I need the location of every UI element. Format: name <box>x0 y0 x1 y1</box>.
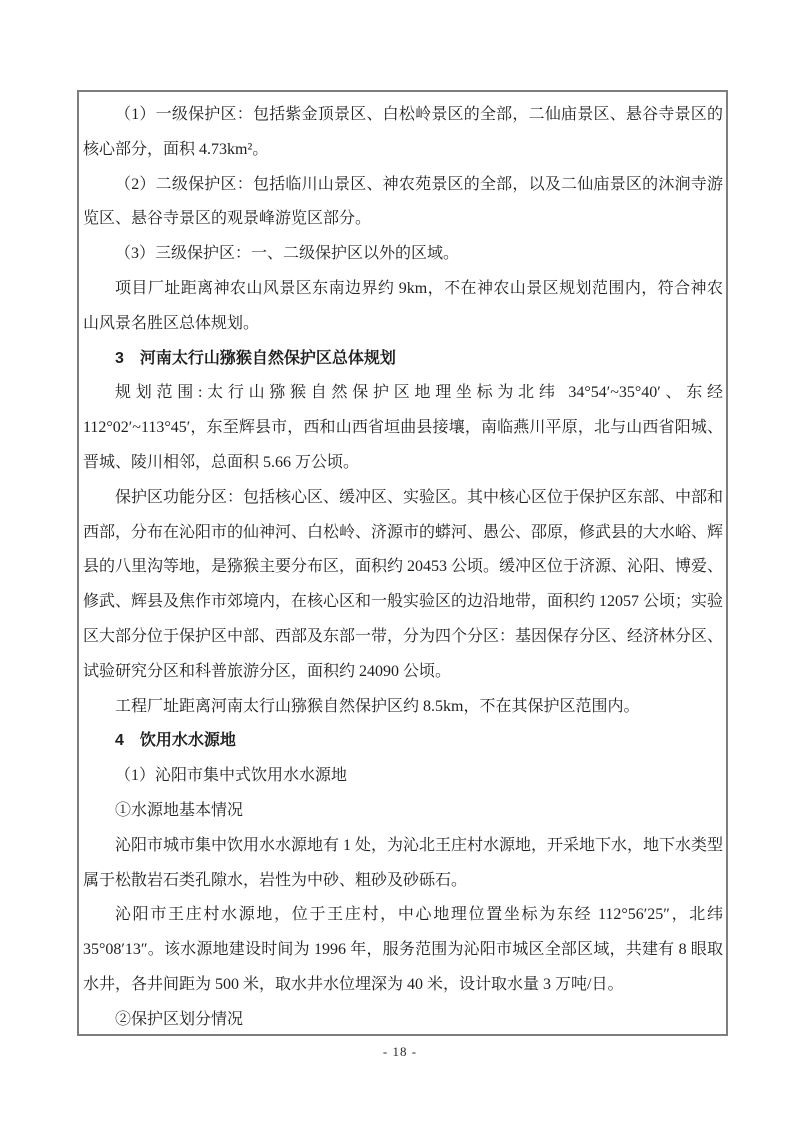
paragraph: （3）三级保护区：一、二级保护区以外的区域。 <box>115 245 460 263</box>
paragraph: 规划范围:太行山猕猴自然保护区地理坐标为北纬 34°54′~35°40′、东经 112°02′~113°45′，东至辉县市，西和山西省垣曲县接壤，南临燕川平原，北与山西省阳城、晋城、陵川相邻，总面积 5.66 万公顷。 <box>83 384 723 471</box>
document-body <box>83 98 723 1036</box>
content-border-box <box>77 90 728 1036</box>
paragraph: 沁阳市王庄村水源地，位于王庄村，中心地理位置坐标为东经 112°56′25″，北纬 35°08′13″。该水源地建设时间为 1996 年，服务范围为沁阳市城区全部区域，共建有 8 眼取水井，各井间距为 500 米，取水井水位埋深为 40 米，设计取水量 3 万吨/日。 <box>83 906 723 993</box>
paragraph: 沁阳市城市集中饮用水水源地有 1 处，为沁北王庄村水源地，开采地下水，地下水类型属于松散岩石类孔隙水，岩性为中砂、粗砂及砂砾石。 <box>83 836 724 889</box>
section-heading: 3 河南太行山猕猴自然保护区总体规划 <box>115 349 396 367</box>
section-heading: 4 饮用水水源地 <box>115 732 236 750</box>
paragraph: （2）二级保护区：包括临川山景区、神农苑景区的全部，以及二仙庙景区的沐涧寺游览区、悬谷寺景区的观景峰游览区部分。 <box>83 175 723 228</box>
paragraph: （1）沁阳市集中式饮用水水源地 <box>115 767 348 785</box>
paragraph: 保护区功能分区：包括核心区、缓冲区、实验区。其中核心区位于保护区东部、中部和西部，分布在沁阳市的仙神河、白松岭、济源市的蟒河、愚公、邵原，修武县的大水峪、辉县的八里沟等地，是猕猴主要分布区，面积约 20453 公顷。缓冲区位于济源、沁阳、博爱、修武、辉县及焦作市郊境内，在核心区和一般实验区的边沿地带，面积约 12057 公顷；实验区大部分位于保护区中部、西部及东部一带，分为四个分区：基因保存分区、经济林分区、试验研究分区和科普旅游分区，面积约 24090 公顷。 <box>83 488 724 680</box>
paragraph: （1）一级保护区：包括紫金顶景区、白松岭景区的全部，二仙庙景区、悬谷寺景区的核心部分，面积 4.73km²。 <box>83 106 723 158</box>
paragraph: 项目厂址距离神农山风景区东南边界约 9km，不在神农山景区规划范围内，符合神农山风景名胜区总体规划。 <box>83 279 723 332</box>
page-number: - 18 - <box>382 1044 418 1059</box>
paragraph: 工程厂址距离河南太行山猕猴自然保护区约 8.5km，不在其保护区范围内。 <box>115 697 640 715</box>
paragraph: ①水源地基本情况 <box>115 801 244 819</box>
paragraph: ②保护区划分情况 <box>115 1010 244 1028</box>
